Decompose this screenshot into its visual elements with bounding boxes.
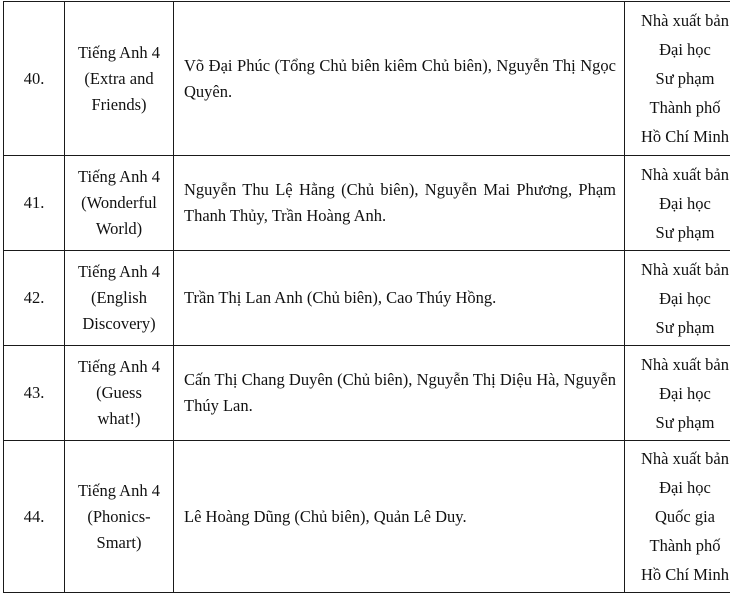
book-title-line: Tiếng Anh 4 xyxy=(78,262,160,281)
row-number: 42. xyxy=(23,288,45,307)
publisher-cell xyxy=(625,156,730,251)
publisher-line: Hồ Chí Minh xyxy=(640,127,729,146)
book-title-cell xyxy=(65,2,174,156)
textbook-table xyxy=(3,1,730,593)
row-number: 41. xyxy=(23,193,45,212)
row-number-cell xyxy=(4,251,65,346)
publisher-cell xyxy=(625,346,730,441)
authors-line: Nguyễn Thu Lệ Hằng (Chủ biên), Nguyễn Mai xyxy=(184,180,510,199)
publisher-line: Nhà xuất bản xyxy=(641,354,729,374)
book-title-line: (Guess xyxy=(96,383,142,402)
row-number-cell xyxy=(4,441,65,593)
publisher-line: Nhà xuất bản xyxy=(641,259,729,279)
publisher-line: Đại học xyxy=(659,383,711,403)
publisher-cell xyxy=(625,2,730,156)
book-title-cell xyxy=(65,251,174,346)
publisher-cell xyxy=(625,251,730,346)
table-row xyxy=(4,346,730,441)
row-number-cell xyxy=(4,2,65,156)
book-title-line: Discovery) xyxy=(82,314,156,333)
book-title-cell xyxy=(65,346,174,441)
publisher-cell xyxy=(625,441,730,593)
row-number: 44. xyxy=(23,506,45,526)
book-title-line: (Extra and xyxy=(84,68,154,88)
table-row xyxy=(4,156,730,251)
publisher-line: Nhà xuất bản xyxy=(641,164,729,184)
book-title-line: (English xyxy=(91,288,147,307)
book-title-line: Tiếng Anh 4 xyxy=(78,167,160,186)
book-title-line: Tiếng Anh 4 xyxy=(78,42,160,62)
publisher-line: Sư phạm xyxy=(655,317,715,337)
book-title-line: World) xyxy=(95,219,143,238)
book-title-line: what!) xyxy=(97,409,141,428)
authors-line: Thị Ngọc Quyên. xyxy=(184,55,616,101)
authors-cell xyxy=(174,2,625,156)
book-title-line: Tiếng Anh 4 xyxy=(78,357,160,376)
publisher-line: Thành phố xyxy=(649,98,721,117)
authors-cell xyxy=(174,441,625,593)
book-title-line: (Phonics- xyxy=(87,506,151,526)
book-title-cell xyxy=(65,441,174,593)
publisher-line: Nhà xuất bản xyxy=(641,11,729,30)
row-number-cell xyxy=(4,346,65,441)
publisher-line: Sư phạm xyxy=(655,222,715,242)
authors-line: Võ Đại Phúc (Tổng Chủ biên kiêm Chủ biên), Nguyễn xyxy=(184,55,549,75)
table-row xyxy=(4,2,730,156)
publisher-line: Đại học xyxy=(659,288,711,308)
authors-cell xyxy=(174,156,625,251)
publisher-line: Sư phạm xyxy=(655,412,715,432)
publisher-line: Nhà xuất bản xyxy=(641,449,729,468)
table-row xyxy=(4,441,730,593)
authors-line: Lê Hoàng Dũng (Chủ biên), Quản Lê Duy. xyxy=(184,506,467,526)
book-title-line: (Wonderful xyxy=(81,193,157,212)
book-title-cell xyxy=(65,156,174,251)
book-title-line: Smart) xyxy=(96,532,142,552)
authors-line: Hà, Nguyễn Thúy Lan. xyxy=(184,370,617,415)
publisher-line: Quốc gia xyxy=(654,507,716,526)
authors-line: Trần Thị Lan Anh (Chủ biên), Cao Thúy Hồng. xyxy=(184,288,497,307)
book-title-line: Tiếng Anh 4 xyxy=(78,480,160,500)
authors-line: Cấn Thị Chang Duyên (Chủ biên), Nguyễn Thị Diệu xyxy=(184,370,532,389)
authors-cell xyxy=(174,251,625,346)
row-number-cell xyxy=(4,156,65,251)
table-row xyxy=(4,251,730,346)
publisher-line: Đại học xyxy=(659,478,711,497)
book-title-line: Friends) xyxy=(91,94,147,114)
publisher-line: Hồ Chí Minh xyxy=(640,565,729,584)
textbook-table-body xyxy=(4,2,730,593)
publisher-line: Sư phạm xyxy=(655,69,715,88)
authors-cell xyxy=(174,346,625,441)
row-number: 43. xyxy=(23,383,45,402)
publisher-line: Thành phố xyxy=(649,536,721,555)
row-number: 40. xyxy=(23,68,45,88)
publisher-line: Đại học xyxy=(659,193,711,213)
authors-line: Phương, Phạm Thanh Thủy, Trần Hoàng Anh. xyxy=(184,180,617,225)
publisher-line: Đại học xyxy=(659,40,711,59)
